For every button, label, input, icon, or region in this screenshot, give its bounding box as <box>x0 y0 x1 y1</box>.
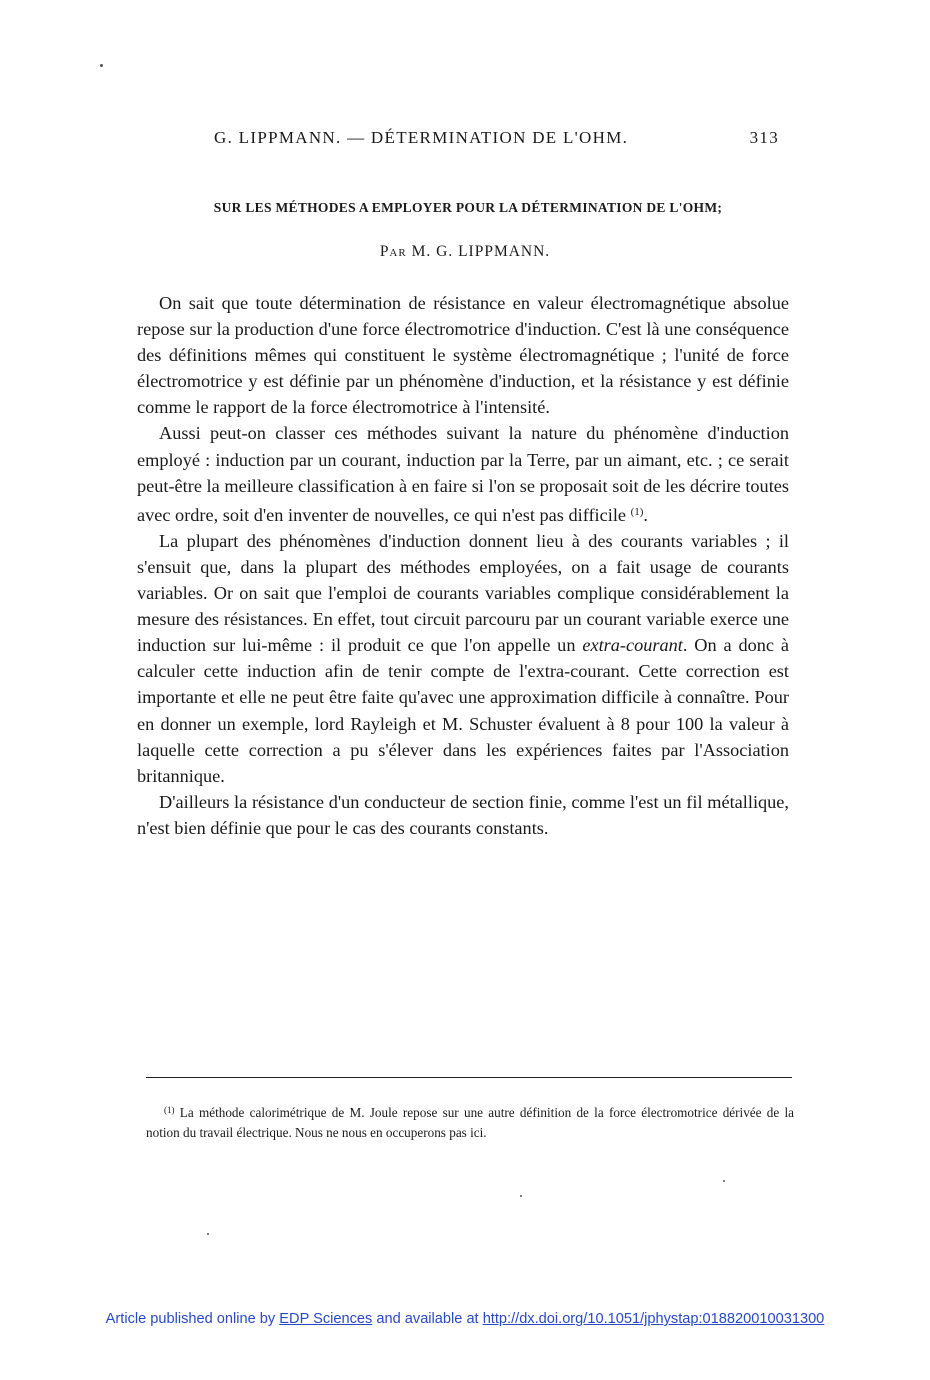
footer-middle: and available at <box>376 1311 479 1327</box>
paragraph-text: D'ailleurs la résistance d'un conducteur de section finie, comme l'est un fil métallique, n'est bien définie que pour le cas des courants constants. <box>137 791 789 838</box>
paragraph-text: Aussi peut-on classer ces méthodes suivant la nature du phénomène d'induction employé : induction par un courant, induction par la Terre, par un aimant, etc. ; ce serait peut-être la meilleure classification à en faire si l'on se proposait soit de les décrire toutes avec ordre, soit d'en inventer de nouvelles, ce qui n'est pas difficile <box>137 423 789 525</box>
footer-prefix: Article published online by <box>105 1311 276 1327</box>
scan-speck <box>723 1180 725 1182</box>
paragraph-1 <box>137 290 789 420</box>
paragraph-tail: . <box>643 504 648 525</box>
paragraph-text: . On a donc à calculer cette induction afin de tenir compte de l'extra-courant. Cette correction est importante et elle ne peut être faite qu'avec une approximation difficile à connaître. Pour en donner un exemple, lord Rayleigh et M. Schuster évaluent à 8 pour 100 la valeur à laquelle cette correction a pu s'élever dans les expériences faites par l'Association britannique. <box>137 635 790 786</box>
paragraph-2 <box>137 420 789 527</box>
paragraph-4 <box>137 789 789 841</box>
doi-link[interactable]: http://dx.doi.org/10.1051/jphystap:018820010031300 <box>482 1311 825 1327</box>
paragraph-text: La plupart des phénomènes d'induction donnent lieu à des courants variables ; il s'ensuit que, dans la plupart des méthodes employées, on a fait usage de courants variables. Or on sait que l'emploi de courants variables complique considérablement la mesure des résistances. En effet, tout circuit parcouru par un courant variable exerce une induction sur lui-même : il produit ce que l'on appelle un <box>137 530 789 656</box>
byline-author: M. G. LIPPMANN. <box>411 243 551 260</box>
emphasis-extra-courant: extra-courant <box>582 635 683 656</box>
article-title: SUR LES MÉTHODES A EMPLOYER POUR LA DÉTERMINATION DE L'OHM; <box>213 200 723 215</box>
page-number: 313 <box>749 128 779 147</box>
running-head-title: G. LIPPMANN. — DÉTERMINATION DE L'OHM. <box>214 128 629 147</box>
paragraph-3 <box>137 528 789 789</box>
footnote-reference: (1) <box>630 505 644 518</box>
paragraph-text: On sait que toute détermination de résistance en valeur électromagnétique absolue repose sur la production d'une force électromotrice d'induction. C'est là une conséquence des définitions mêmes qui constituent le système électromagnétique ; l'unité de force électromotrice y est définie par un phénomène d'induction, et la résistance y est définie comme le rapport de la force électromotrice à l'intensité. <box>137 293 789 418</box>
byline <box>140 243 790 261</box>
byline-prefix: Par <box>379 243 407 260</box>
footnote <box>146 1100 794 1143</box>
publisher-link[interactable]: EDP Sciences <box>279 1311 373 1327</box>
footnote-text: La méthode calorimétrique de M. Joule repose sur une autre définition de la force électromotrice dérivée de la notion du travail électrique. Nous ne nous en occuperons pas ici. <box>146 1105 795 1140</box>
body-text <box>137 290 789 841</box>
scan-speck <box>100 64 103 67</box>
publisher-footer <box>0 1311 930 1327</box>
scan-speck <box>520 1195 522 1197</box>
footnote-rule <box>146 1077 792 1078</box>
scan-speck <box>207 1233 209 1235</box>
footnote-marker: (1) <box>164 1105 175 1115</box>
